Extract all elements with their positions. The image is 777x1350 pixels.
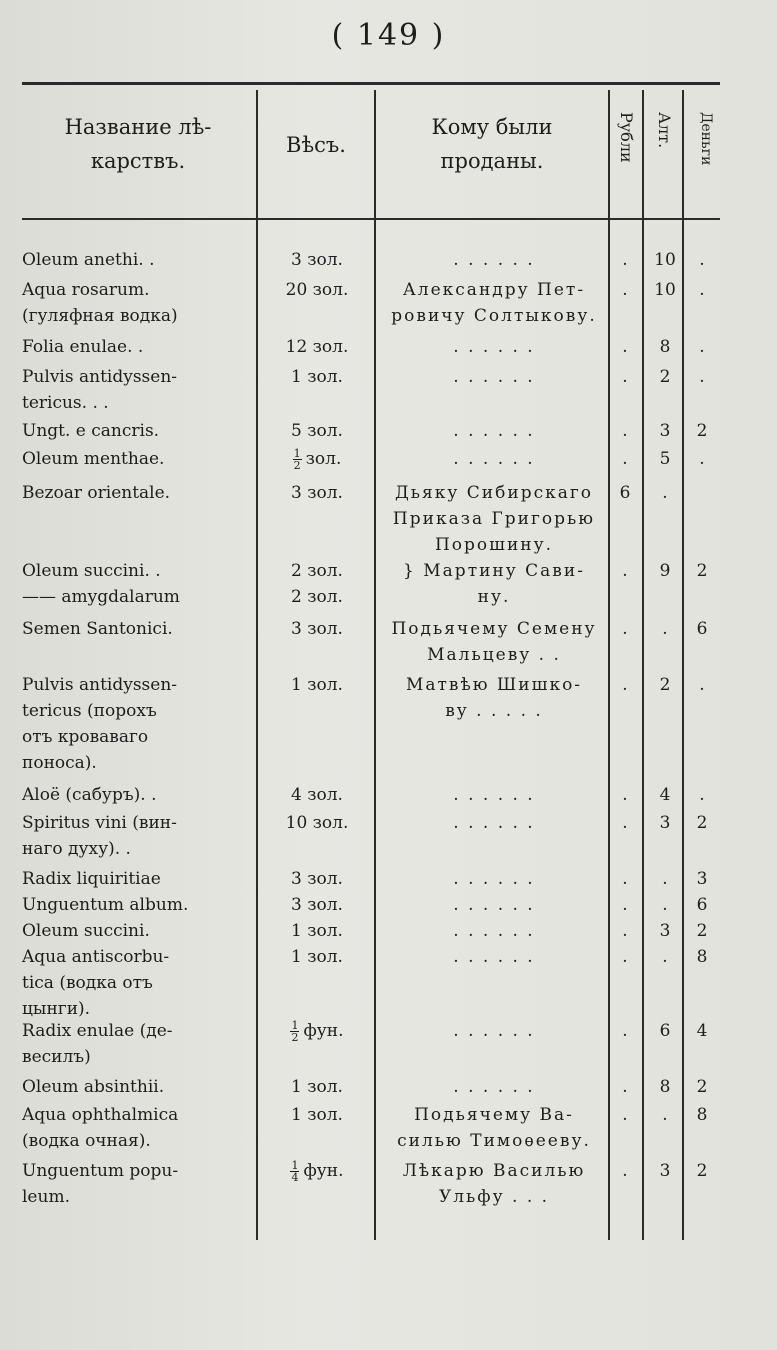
- weight-value: 1 зол.: [291, 947, 343, 967]
- rubles-value: .: [622, 869, 628, 889]
- dengi-value: 4: [696, 1021, 708, 1041]
- weight-value: 2 зол.: [291, 561, 343, 581]
- drug-name-line: Oleum succini.: [22, 921, 150, 941]
- weight: [262, 1102, 372, 1128]
- dengi-value: 2: [696, 561, 708, 581]
- header-bottom-rule: [22, 218, 720, 220]
- drug-name: [22, 810, 254, 862]
- buyer-line: Подьячему Ва-: [414, 1105, 574, 1125]
- weight: [262, 334, 372, 360]
- drug-name-line: Bezoar orientale.: [22, 483, 171, 503]
- weight-fraction: [290, 1160, 299, 1183]
- table-top-rule: [22, 82, 720, 85]
- weight: [262, 866, 372, 892]
- altyns-value: .: [662, 619, 668, 639]
- dengi-value: 6: [696, 619, 708, 639]
- buyer: [380, 918, 608, 944]
- dengi-value: .: [699, 367, 705, 387]
- dengi-value: .: [699, 449, 705, 469]
- dengi-value: 8: [696, 947, 708, 967]
- rubles-value: 6: [619, 483, 631, 503]
- drug-name: [22, 782, 254, 808]
- weight: [262, 782, 372, 808]
- dengi-value: 2: [696, 421, 708, 441]
- drug-name-line: leum.: [22, 1187, 70, 1207]
- drug-name: [22, 672, 254, 776]
- rubles-value: .: [622, 619, 628, 639]
- rubles-value: .: [622, 947, 628, 967]
- drug-name-line: Aloë (сабуръ). .: [22, 785, 157, 805]
- weight-value: 3 зол.: [291, 483, 343, 503]
- rubles-value: .: [622, 813, 628, 833]
- fraction-denominator: 2: [291, 1031, 299, 1044]
- buyer: [380, 1074, 608, 1100]
- column-rule: [682, 90, 684, 1240]
- rubles-value: .: [622, 921, 628, 941]
- column-rule: [256, 90, 258, 1240]
- buyer: [380, 1018, 608, 1044]
- header-buyer-line: проданы.: [440, 149, 544, 173]
- weight: [262, 364, 372, 390]
- drug-sales-table: [22, 82, 720, 1252]
- buyer: [380, 277, 608, 329]
- drug-name-line: Ungt. e cancris.: [22, 421, 160, 441]
- weight: [262, 1018, 372, 1044]
- header-name-line: карствъ.: [90, 149, 186, 173]
- weight: [262, 247, 372, 273]
- drug-name-line: (водка очная).: [22, 1131, 151, 1151]
- buyer: [380, 446, 608, 472]
- altyns-value: .: [662, 869, 668, 889]
- drug-name: [22, 247, 254, 273]
- dengi-value: 8: [696, 1105, 708, 1125]
- drug-name-line: Oleum menthae.: [22, 449, 165, 469]
- dengi-value: 2: [696, 1161, 708, 1181]
- drug-name: [22, 277, 254, 329]
- altyns-value: 9: [659, 561, 671, 581]
- weight-value: 20 зол.: [285, 280, 349, 300]
- rubles-value: .: [622, 1077, 628, 1097]
- buyer-line: ву . . . . .: [445, 701, 543, 721]
- buyer: [380, 1102, 608, 1154]
- drug-name-line: Unguentum popu-: [22, 1161, 179, 1181]
- altyns-value: 3: [659, 421, 671, 441]
- drug-name-line: наго духу). .: [22, 839, 131, 859]
- altyns-value: 3: [659, 813, 671, 833]
- header-buyer-line: Кому были: [431, 115, 553, 139]
- buyer-line: Мальцеву . .: [427, 645, 561, 665]
- buyer-line: . . . . . .: [453, 421, 535, 441]
- rubles-value: .: [622, 561, 628, 581]
- drug-name-line: Folia enulae. .: [22, 337, 144, 357]
- altyns-value: 8: [659, 1077, 671, 1097]
- buyer-line: Дьяку Сибирскаго: [394, 483, 594, 503]
- header-dengi: Деньги: [698, 112, 714, 166]
- rubles-value: .: [622, 367, 628, 387]
- rubles-value: .: [622, 250, 628, 270]
- buyer-line: . . . . . .: [453, 869, 535, 889]
- drug-name: [22, 1158, 254, 1210]
- drug-name-line: Oleum anethi. .: [22, 250, 155, 270]
- buyer-line: . . . . . .: [453, 367, 535, 387]
- dengi-value: 2: [696, 813, 708, 833]
- buyer: [380, 1158, 608, 1210]
- weight-value: 5 зол.: [291, 421, 343, 441]
- drug-name-line: Aqua antiscorbu-: [22, 947, 170, 967]
- drug-name-line: Spiritus vini (вин-: [22, 813, 177, 833]
- drug-name: [22, 446, 254, 472]
- fraction-denominator: 4: [291, 1171, 299, 1184]
- buyer-line: . . . . . .: [453, 921, 535, 941]
- drug-name: [22, 1102, 254, 1154]
- altyns-value: 5: [659, 449, 671, 469]
- buyer: [380, 810, 608, 836]
- drug-name-line: Pulvis antidyssen-: [22, 675, 178, 695]
- buyer: [380, 892, 608, 918]
- buyer-line: Ульфу . . .: [438, 1187, 550, 1207]
- weight-value: 3 зол.: [291, 250, 343, 270]
- altyns-value: 2: [659, 367, 671, 387]
- drug-name-line: отъ кроваваго: [22, 727, 149, 747]
- drug-name: [22, 558, 254, 610]
- buyer-line: . . . . . .: [453, 1077, 535, 1097]
- altyns-value: 10: [654, 250, 676, 270]
- buyer: [380, 558, 608, 610]
- weight: [262, 418, 372, 444]
- altyns-value: 6: [659, 1021, 671, 1041]
- drug-name-line: Radix liquiritiae: [22, 869, 161, 889]
- weight-value: 1 зол.: [291, 921, 343, 941]
- drug-name-line: Oleum absinthii.: [22, 1077, 165, 1097]
- buyer-line: Подьячему Семену: [391, 619, 597, 639]
- rubles-value: .: [622, 280, 628, 300]
- buyer-line: . . . . . .: [453, 1021, 535, 1041]
- dengi-value: 3: [696, 869, 708, 889]
- weight: [262, 277, 372, 303]
- buyer-line: . . . . . .: [453, 337, 535, 357]
- weight: [262, 944, 372, 970]
- fraction-numerator: 1: [291, 1019, 299, 1032]
- rubles-value: .: [622, 785, 628, 805]
- altyns-value: 4: [659, 785, 671, 805]
- buyer-line: Приказа Григорью: [392, 509, 596, 529]
- header-rubles: Рубли: [617, 112, 636, 163]
- drug-name: [22, 892, 254, 918]
- drug-name-line: Pulvis antidyssen-: [22, 367, 178, 387]
- buyer-line: Матвѣю Шишко-: [405, 675, 583, 695]
- altyns-value: .: [662, 947, 668, 967]
- buyer-line: . . . . . .: [453, 813, 535, 833]
- buyer: [380, 944, 608, 970]
- dengi-value: .: [699, 675, 705, 695]
- drug-name-line: цынги).: [22, 999, 91, 1019]
- drug-name: [22, 944, 254, 1022]
- header-altyns: Алт.: [655, 112, 674, 149]
- weight: [262, 672, 372, 698]
- buyer-line: } Мартину Сави-: [403, 561, 585, 581]
- header-name-line: Название лѣ-: [64, 115, 212, 139]
- weight-value: 1 зол.: [291, 1105, 343, 1125]
- rubles-value: .: [622, 895, 628, 915]
- altyns-value: 3: [659, 1161, 671, 1181]
- dengi-value: 6: [696, 895, 708, 915]
- dengi-value: 2: [696, 1077, 708, 1097]
- weight-fraction: [293, 448, 302, 471]
- drug-name-line: Unguentum album.: [22, 895, 189, 915]
- rubles-value: .: [622, 449, 628, 469]
- buyer-line: Порошину.: [434, 535, 554, 555]
- weight: [262, 810, 372, 836]
- weight-value: 1 зол.: [291, 367, 343, 387]
- weight: [262, 1074, 372, 1100]
- drug-name: [22, 334, 254, 360]
- rubles-value: .: [622, 1021, 628, 1041]
- drug-name: [22, 918, 254, 944]
- weight-value: зол.: [305, 449, 342, 469]
- buyer: [380, 334, 608, 360]
- weight: [262, 616, 372, 642]
- buyer-line: . . . . . .: [453, 895, 535, 915]
- drug-name: [22, 364, 254, 416]
- drug-name-line: Radix enulae (де-: [22, 1021, 173, 1041]
- column-rule: [608, 90, 610, 1240]
- weight-fraction: [290, 1020, 299, 1043]
- weight-value: 12 зол.: [285, 337, 349, 357]
- buyer-line: Лѣкарю Василью: [402, 1161, 586, 1181]
- page-number: ( 149 ): [331, 18, 446, 53]
- dengi-value: .: [699, 785, 705, 805]
- fraction-numerator: 1: [291, 1159, 299, 1172]
- altyns-value: .: [662, 895, 668, 915]
- rubles-value: .: [622, 337, 628, 357]
- drug-name: [22, 616, 254, 642]
- altyns-value: 3: [659, 921, 671, 941]
- buyer-line: . . . . . .: [453, 785, 535, 805]
- dengi-value: .: [699, 280, 705, 300]
- weight: [262, 480, 372, 506]
- buyer-line: ровичу Солтыкову.: [391, 306, 597, 326]
- weight-value: 2 зол.: [291, 587, 343, 607]
- buyer: [380, 480, 608, 558]
- buyer: [380, 364, 608, 390]
- buyer: [380, 866, 608, 892]
- fraction-denominator: 2: [293, 459, 301, 472]
- weight-value: 4 зол.: [291, 785, 343, 805]
- drug-name-line: —— amygdalarum: [22, 587, 180, 607]
- drug-name-line: весилъ): [22, 1047, 91, 1067]
- weight: [262, 892, 372, 918]
- buyer-line: ну.: [477, 587, 511, 607]
- dengi-value: 2: [696, 921, 708, 941]
- buyer-line: . . . . . .: [453, 250, 535, 270]
- dengi-value: .: [699, 250, 705, 270]
- altyns-value: 2: [659, 675, 671, 695]
- altyns-value: .: [662, 1105, 668, 1125]
- header-weight: Вѣсъ.: [286, 133, 346, 157]
- drug-name: [22, 1074, 254, 1100]
- rubles-value: .: [622, 421, 628, 441]
- drug-name-line: Aqua rosarum.: [22, 280, 150, 300]
- column-rule: [374, 90, 376, 1240]
- buyer-line: . . . . . .: [453, 947, 535, 967]
- weight: [262, 446, 372, 472]
- dengi-value: .: [699, 337, 705, 357]
- drug-name-line: tica (водка отъ: [22, 973, 153, 993]
- drug-name: [22, 866, 254, 892]
- altyns-value: .: [662, 483, 668, 503]
- buyer: [380, 418, 608, 444]
- weight-value: 1 зол.: [291, 1077, 343, 1097]
- weight-value: 10 зол.: [285, 813, 349, 833]
- fraction-numerator: 1: [293, 447, 301, 460]
- weight: [262, 918, 372, 944]
- drug-name-line: tericus (порохъ: [22, 701, 157, 721]
- drug-name-line: поноса).: [22, 753, 97, 773]
- column-rule: [642, 90, 644, 1240]
- weight: [262, 558, 372, 610]
- drug-name: [22, 418, 254, 444]
- drug-name-line: tericus. . .: [22, 393, 109, 413]
- weight: [262, 1158, 372, 1184]
- drug-name-line: Aqua ophthalmica: [22, 1105, 179, 1125]
- buyer: [380, 672, 608, 724]
- weight-value: 3 зол.: [291, 869, 343, 889]
- altyns-value: 10: [654, 280, 676, 300]
- buyer: [380, 782, 608, 808]
- altyns-value: 8: [659, 337, 671, 357]
- drug-name-line: Semen Santonici.: [22, 619, 173, 639]
- weight-value: 3 зол.: [291, 619, 343, 639]
- buyer: [380, 247, 608, 273]
- drug-name: [22, 480, 254, 506]
- buyer: [380, 616, 608, 668]
- rubles-value: .: [622, 1105, 628, 1125]
- drug-name: [22, 1018, 254, 1070]
- drug-name-line: (гуляфная водка): [22, 306, 178, 326]
- buyer-line: . . . . . .: [453, 449, 535, 469]
- header-buyer: [376, 110, 608, 178]
- weight-value: фун.: [303, 1161, 344, 1181]
- drug-name-line: Oleum succini. .: [22, 561, 161, 581]
- weight-value: фун.: [303, 1021, 344, 1041]
- buyer-line: силью Тимоѳееву.: [397, 1131, 591, 1151]
- rubles-value: .: [622, 675, 628, 695]
- weight-value: 3 зол.: [291, 895, 343, 915]
- buyer-line: Александру Пет-: [402, 280, 586, 300]
- weight-value: 1 зол.: [291, 675, 343, 695]
- rubles-value: .: [622, 1161, 628, 1181]
- header-name: [22, 110, 254, 178]
